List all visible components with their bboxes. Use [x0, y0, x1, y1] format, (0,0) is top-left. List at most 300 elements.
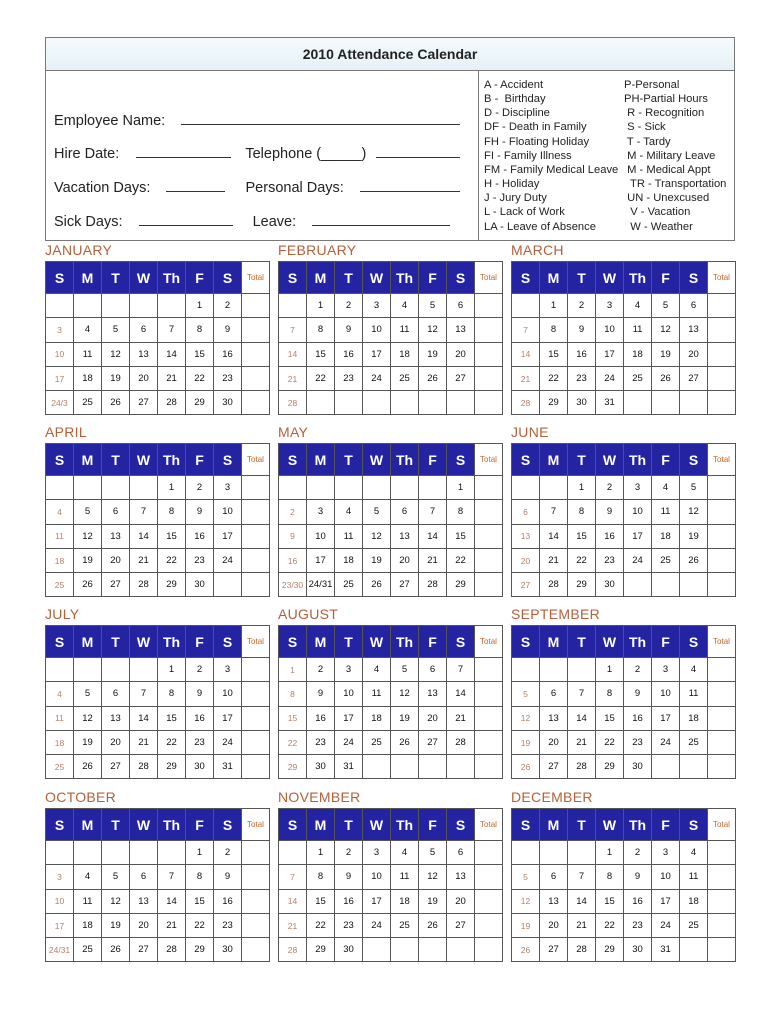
day-cell[interactable]: 22	[158, 730, 186, 754]
day-cell[interactable]: 12	[512, 889, 540, 913]
day-cell[interactable]	[540, 658, 568, 682]
day-cell[interactable]: 11	[680, 682, 708, 706]
day-cell[interactable]: 24	[596, 366, 624, 390]
day-cell[interactable]: 17	[46, 366, 74, 390]
day-cell[interactable]: 22	[307, 366, 335, 390]
day-cell[interactable]: 12	[652, 318, 680, 342]
day-cell[interactable]: 26	[680, 548, 708, 572]
day-cell[interactable]	[363, 755, 391, 779]
day-cell[interactable]	[540, 476, 568, 500]
day-cell[interactable]: 25	[363, 730, 391, 754]
week-total-cell[interactable]	[242, 706, 270, 730]
personal-days-field[interactable]	[360, 179, 460, 192]
day-cell[interactable]: 14	[158, 889, 186, 913]
day-cell[interactable]: 18	[335, 548, 363, 572]
day-cell[interactable]: 20	[447, 889, 475, 913]
day-cell[interactable]: 10	[214, 682, 242, 706]
day-cell[interactable]: 14	[130, 524, 158, 548]
day-cell[interactable]: 3	[307, 500, 335, 524]
day-cell[interactable]: 25	[46, 755, 74, 779]
day-cell[interactable]: 30	[214, 938, 242, 962]
day-cell[interactable]: 7	[447, 658, 475, 682]
day-cell[interactable]	[130, 841, 158, 865]
day-cell[interactable]: 3	[652, 658, 680, 682]
day-cell[interactable]: 6	[130, 865, 158, 889]
week-total-cell[interactable]	[475, 391, 503, 415]
day-cell[interactable]: 19	[102, 913, 130, 937]
day-cell[interactable]: 26	[512, 755, 540, 779]
day-cell[interactable]: 22	[596, 913, 624, 937]
week-total-cell[interactable]	[242, 548, 270, 572]
week-total-cell[interactable]	[475, 658, 503, 682]
day-cell[interactable]	[279, 841, 307, 865]
day-cell[interactable]: 15	[279, 706, 307, 730]
day-cell[interactable]	[279, 476, 307, 500]
day-cell[interactable]: 10	[214, 500, 242, 524]
day-cell[interactable]: 7	[540, 500, 568, 524]
week-total-cell[interactable]	[475, 865, 503, 889]
day-cell[interactable]: 25	[391, 366, 419, 390]
day-cell[interactable]: 19	[512, 730, 540, 754]
day-cell[interactable]: 5	[680, 476, 708, 500]
day-cell[interactable]: 15	[158, 524, 186, 548]
day-cell[interactable]	[512, 841, 540, 865]
day-cell[interactable]: 23	[624, 730, 652, 754]
week-total-cell[interactable]	[708, 730, 736, 754]
day-cell[interactable]: 13	[447, 318, 475, 342]
day-cell[interactable]: 17	[46, 913, 74, 937]
week-total-cell[interactable]	[242, 391, 270, 415]
week-total-cell[interactable]	[242, 294, 270, 318]
day-cell[interactable]: 4	[680, 841, 708, 865]
week-total-cell[interactable]	[475, 938, 503, 962]
day-cell[interactable]: 20	[512, 548, 540, 572]
day-cell[interactable]: 5	[363, 500, 391, 524]
day-cell[interactable]: 14	[568, 706, 596, 730]
day-cell[interactable]: 25	[335, 573, 363, 597]
day-cell[interactable]: 16	[624, 706, 652, 730]
day-cell[interactable]: 22	[186, 913, 214, 937]
week-total-cell[interactable]	[242, 730, 270, 754]
week-total-cell[interactable]	[708, 938, 736, 962]
day-cell[interactable]: 7	[158, 318, 186, 342]
day-cell[interactable]: 6	[540, 682, 568, 706]
day-cell[interactable]: 12	[419, 318, 447, 342]
day-cell[interactable]: 9	[214, 318, 242, 342]
day-cell[interactable]: 16	[279, 548, 307, 572]
day-cell[interactable]: 13	[540, 889, 568, 913]
day-cell[interactable]: 10	[46, 342, 74, 366]
day-cell[interactable]	[652, 755, 680, 779]
day-cell[interactable]: 7	[419, 500, 447, 524]
day-cell[interactable]: 17	[596, 342, 624, 366]
day-cell[interactable]: 29	[568, 573, 596, 597]
day-cell[interactable]: 12	[680, 500, 708, 524]
day-cell[interactable]: 10	[624, 500, 652, 524]
day-cell[interactable]: 23	[596, 548, 624, 572]
day-cell[interactable]: 3	[335, 658, 363, 682]
day-cell[interactable]: 15	[596, 889, 624, 913]
day-cell[interactable]: 1	[307, 294, 335, 318]
day-cell[interactable]: 26	[102, 938, 130, 962]
day-cell[interactable]: 28	[130, 755, 158, 779]
day-cell[interactable]: 20	[447, 342, 475, 366]
week-total-cell[interactable]	[475, 294, 503, 318]
week-total-cell[interactable]	[708, 391, 736, 415]
day-cell[interactable]: 12	[419, 865, 447, 889]
day-cell[interactable]: 1	[596, 841, 624, 865]
day-cell[interactable]: 27	[130, 391, 158, 415]
day-cell[interactable]: 13	[102, 524, 130, 548]
week-total-cell[interactable]	[708, 573, 736, 597]
day-cell[interactable]	[46, 841, 74, 865]
day-cell[interactable]: 15	[186, 342, 214, 366]
week-total-cell[interactable]	[708, 658, 736, 682]
day-cell[interactable]: 4	[391, 841, 419, 865]
day-cell[interactable]: 19	[419, 342, 447, 366]
day-cell[interactable]	[130, 658, 158, 682]
day-cell[interactable]: 19	[419, 889, 447, 913]
day-cell[interactable]: 27	[391, 573, 419, 597]
day-cell[interactable]	[363, 476, 391, 500]
day-cell[interactable]: 11	[624, 318, 652, 342]
week-total-cell[interactable]	[475, 889, 503, 913]
day-cell[interactable]: 18	[391, 342, 419, 366]
day-cell[interactable]: 12	[74, 706, 102, 730]
day-cell[interactable]: 10	[335, 682, 363, 706]
day-cell[interactable]: 23	[214, 913, 242, 937]
week-total-cell[interactable]	[475, 500, 503, 524]
day-cell[interactable]: 16	[624, 889, 652, 913]
day-cell[interactable]: 15	[158, 706, 186, 730]
day-cell[interactable]: 17	[214, 524, 242, 548]
day-cell[interactable]: 11	[391, 318, 419, 342]
day-cell[interactable]: 20	[130, 366, 158, 390]
week-total-cell[interactable]	[242, 366, 270, 390]
day-cell[interactable]	[624, 573, 652, 597]
day-cell[interactable]: 2	[214, 294, 242, 318]
day-cell[interactable]: 21	[130, 548, 158, 572]
day-cell[interactable]: 10	[307, 524, 335, 548]
day-cell[interactable]: 14	[447, 682, 475, 706]
day-cell[interactable]	[307, 391, 335, 415]
day-cell[interactable]	[512, 476, 540, 500]
day-cell[interactable]: 1	[158, 476, 186, 500]
day-cell[interactable]	[102, 658, 130, 682]
day-cell[interactable]: 20	[391, 548, 419, 572]
day-cell[interactable]: 28	[568, 938, 596, 962]
day-cell[interactable]	[46, 658, 74, 682]
day-cell[interactable]: 18	[74, 913, 102, 937]
day-cell[interactable]: 19	[74, 730, 102, 754]
day-cell[interactable]: 19	[74, 548, 102, 572]
week-total-cell[interactable]	[242, 318, 270, 342]
day-cell[interactable]	[102, 841, 130, 865]
day-cell[interactable]: 16	[596, 524, 624, 548]
day-cell[interactable]	[540, 841, 568, 865]
day-cell[interactable]: 7	[279, 318, 307, 342]
day-cell[interactable]: 25	[680, 730, 708, 754]
day-cell[interactable]: 2	[279, 500, 307, 524]
day-cell[interactable]	[419, 476, 447, 500]
day-cell[interactable]: 30	[624, 938, 652, 962]
day-cell[interactable]: 5	[652, 294, 680, 318]
day-cell[interactable]: 29	[186, 391, 214, 415]
vacation-days-field[interactable]	[166, 179, 225, 192]
day-cell[interactable]	[74, 841, 102, 865]
week-total-cell[interactable]	[708, 682, 736, 706]
week-total-cell[interactable]	[242, 476, 270, 500]
day-cell[interactable]: 26	[74, 573, 102, 597]
day-cell[interactable]: 19	[102, 366, 130, 390]
day-cell[interactable]: 5	[74, 500, 102, 524]
day-cell[interactable]: 13	[447, 865, 475, 889]
week-total-cell[interactable]	[475, 366, 503, 390]
day-cell[interactable]: 5	[419, 841, 447, 865]
day-cell[interactable]: 24	[652, 913, 680, 937]
day-cell[interactable]: 22	[186, 366, 214, 390]
day-cell[interactable]: 9	[568, 318, 596, 342]
day-cell[interactable]	[130, 294, 158, 318]
day-cell[interactable]: 1	[540, 294, 568, 318]
day-cell[interactable]	[74, 658, 102, 682]
day-cell[interactable]: 15	[540, 342, 568, 366]
day-cell[interactable]: 2	[568, 294, 596, 318]
day-cell[interactable]: 23	[214, 366, 242, 390]
day-cell[interactable]: 30	[214, 391, 242, 415]
day-cell[interactable]: 20	[130, 913, 158, 937]
day-cell[interactable]: 20	[540, 730, 568, 754]
day-cell[interactable]	[447, 938, 475, 962]
day-cell[interactable]: 25	[391, 913, 419, 937]
day-cell[interactable]: 21	[419, 548, 447, 572]
week-total-cell[interactable]	[708, 294, 736, 318]
day-cell[interactable]: 30	[568, 391, 596, 415]
day-cell[interactable]: 15	[186, 889, 214, 913]
day-cell[interactable]: 18	[391, 889, 419, 913]
day-cell[interactable]: 17	[307, 548, 335, 572]
day-cell[interactable]: 22	[596, 730, 624, 754]
day-cell[interactable]: 8	[158, 500, 186, 524]
day-cell[interactable]: 31	[214, 755, 242, 779]
day-cell[interactable]: 16	[307, 706, 335, 730]
day-cell[interactable]: 14	[279, 342, 307, 366]
day-cell[interactable]: 2	[307, 658, 335, 682]
day-cell[interactable]: 7	[568, 865, 596, 889]
day-cell[interactable]	[447, 391, 475, 415]
day-cell[interactable]: 11	[363, 682, 391, 706]
day-cell[interactable]: 14	[568, 889, 596, 913]
day-cell[interactable]: 22	[307, 913, 335, 937]
day-cell[interactable]: 5	[102, 318, 130, 342]
day-cell[interactable]: 24	[363, 366, 391, 390]
day-cell[interactable]: 4	[652, 476, 680, 500]
day-cell[interactable]: 3	[596, 294, 624, 318]
day-cell[interactable]: 17	[624, 524, 652, 548]
day-cell[interactable]: 6	[447, 294, 475, 318]
day-cell[interactable]: 28	[158, 391, 186, 415]
day-cell[interactable]: 4	[46, 500, 74, 524]
day-cell[interactable]: 3	[624, 476, 652, 500]
day-cell[interactable]: 29	[158, 573, 186, 597]
week-total-cell[interactable]	[708, 548, 736, 572]
day-cell[interactable]: 17	[214, 706, 242, 730]
day-cell[interactable]: 4	[680, 658, 708, 682]
day-cell[interactable]: 16	[186, 524, 214, 548]
day-cell[interactable]: 29	[307, 938, 335, 962]
day-cell[interactable]: 19	[512, 913, 540, 937]
week-total-cell[interactable]	[242, 573, 270, 597]
day-cell[interactable]: 6	[130, 318, 158, 342]
day-cell[interactable]: 22	[279, 730, 307, 754]
day-cell[interactable]: 18	[46, 730, 74, 754]
day-cell[interactable]: 16	[214, 889, 242, 913]
day-cell[interactable]: 7	[130, 682, 158, 706]
day-cell[interactable]: 24	[335, 730, 363, 754]
day-cell[interactable]: 6	[419, 658, 447, 682]
day-cell[interactable]: 17	[363, 889, 391, 913]
day-cell[interactable]: 24	[652, 730, 680, 754]
day-cell[interactable]: 8	[596, 865, 624, 889]
day-cell[interactable]: 9	[307, 682, 335, 706]
week-total-cell[interactable]	[708, 342, 736, 366]
day-cell[interactable]	[363, 938, 391, 962]
day-cell[interactable]: 10	[46, 889, 74, 913]
day-cell[interactable]: 22	[447, 548, 475, 572]
week-total-cell[interactable]	[242, 658, 270, 682]
day-cell[interactable]	[624, 391, 652, 415]
day-cell[interactable]	[130, 476, 158, 500]
day-cell[interactable]: 26	[512, 938, 540, 962]
day-cell[interactable]: 26	[363, 573, 391, 597]
week-total-cell[interactable]	[475, 913, 503, 937]
day-cell[interactable]: 7	[568, 682, 596, 706]
day-cell[interactable]	[391, 938, 419, 962]
day-cell[interactable]	[391, 391, 419, 415]
day-cell[interactable]: 26	[419, 366, 447, 390]
day-cell[interactable]: 1	[307, 841, 335, 865]
day-cell[interactable]: 24/3	[46, 391, 74, 415]
day-cell[interactable]: 23	[335, 366, 363, 390]
day-cell[interactable]: 21	[568, 730, 596, 754]
week-total-cell[interactable]	[242, 889, 270, 913]
day-cell[interactable]: 17	[335, 706, 363, 730]
day-cell[interactable]	[335, 391, 363, 415]
day-cell[interactable]: 2	[214, 841, 242, 865]
day-cell[interactable]: 6	[512, 500, 540, 524]
day-cell[interactable]: 25	[74, 391, 102, 415]
day-cell[interactable]: 8	[186, 865, 214, 889]
day-cell[interactable]: 10	[652, 865, 680, 889]
day-cell[interactable]: 21	[279, 913, 307, 937]
day-cell[interactable]	[391, 755, 419, 779]
day-cell[interactable]: 20	[419, 706, 447, 730]
day-cell[interactable]	[158, 294, 186, 318]
day-cell[interactable]: 25	[74, 938, 102, 962]
day-cell[interactable]: 29	[158, 755, 186, 779]
day-cell[interactable]: 18	[624, 342, 652, 366]
day-cell[interactable]	[680, 938, 708, 962]
day-cell[interactable]: 18	[46, 548, 74, 572]
day-cell[interactable]	[214, 573, 242, 597]
day-cell[interactable]: 21	[512, 366, 540, 390]
day-cell[interactable]: 4	[74, 865, 102, 889]
day-cell[interactable]: 10	[596, 318, 624, 342]
leave-field[interactable]	[312, 213, 450, 226]
day-cell[interactable]: 13	[130, 889, 158, 913]
day-cell[interactable]: 28	[447, 730, 475, 754]
day-cell[interactable]: 31	[335, 755, 363, 779]
day-cell[interactable]: 9	[335, 318, 363, 342]
week-total-cell[interactable]	[708, 524, 736, 548]
day-cell[interactable]: 29	[279, 755, 307, 779]
day-cell[interactable]: 6	[391, 500, 419, 524]
day-cell[interactable]: 30	[186, 573, 214, 597]
day-cell[interactable]: 21	[130, 730, 158, 754]
week-total-cell[interactable]	[475, 476, 503, 500]
day-cell[interactable]: 28	[158, 938, 186, 962]
day-cell[interactable]: 23	[186, 548, 214, 572]
week-total-cell[interactable]	[242, 865, 270, 889]
day-cell[interactable]: 29	[447, 573, 475, 597]
day-cell[interactable]: 9	[279, 524, 307, 548]
week-total-cell[interactable]	[708, 841, 736, 865]
day-cell[interactable]: 24	[214, 730, 242, 754]
day-cell[interactable]: 20	[680, 342, 708, 366]
day-cell[interactable]: 6	[540, 865, 568, 889]
day-cell[interactable]: 2	[186, 658, 214, 682]
day-cell[interactable]: 18	[680, 706, 708, 730]
day-cell[interactable]: 17	[363, 342, 391, 366]
day-cell[interactable]: 26	[102, 391, 130, 415]
day-cell[interactable]: 26	[391, 730, 419, 754]
week-total-cell[interactable]	[242, 755, 270, 779]
day-cell[interactable]: 1	[158, 658, 186, 682]
day-cell[interactable]: 28	[540, 573, 568, 597]
day-cell[interactable]	[46, 476, 74, 500]
day-cell[interactable]: 18	[74, 366, 102, 390]
day-cell[interactable]: 28	[568, 755, 596, 779]
day-cell[interactable]: 16	[335, 342, 363, 366]
day-cell[interactable]: 24	[363, 913, 391, 937]
day-cell[interactable]: 11	[74, 342, 102, 366]
week-total-cell[interactable]	[475, 730, 503, 754]
day-cell[interactable]: 28	[279, 938, 307, 962]
day-cell[interactable]: 30	[335, 938, 363, 962]
day-cell[interactable]: 3	[363, 294, 391, 318]
day-cell[interactable]: 29	[596, 938, 624, 962]
day-cell[interactable]: 16	[186, 706, 214, 730]
day-cell[interactable]: 14	[512, 342, 540, 366]
day-cell[interactable]	[102, 294, 130, 318]
day-cell[interactable]: 2	[624, 658, 652, 682]
telephone-field[interactable]	[376, 145, 460, 158]
week-total-cell[interactable]	[242, 500, 270, 524]
day-cell[interactable]: 16	[214, 342, 242, 366]
day-cell[interactable]: 1	[186, 841, 214, 865]
day-cell[interactable]: 28	[279, 391, 307, 415]
day-cell[interactable]: 2	[335, 841, 363, 865]
day-cell[interactable]: 16	[568, 342, 596, 366]
day-cell[interactable]	[419, 391, 447, 415]
day-cell[interactable]: 27	[680, 366, 708, 390]
day-cell[interactable]: 19	[680, 524, 708, 548]
day-cell[interactable]: 3	[214, 658, 242, 682]
day-cell[interactable]: 4	[624, 294, 652, 318]
day-cell[interactable]: 11	[652, 500, 680, 524]
week-total-cell[interactable]	[708, 889, 736, 913]
day-cell[interactable]: 10	[363, 318, 391, 342]
